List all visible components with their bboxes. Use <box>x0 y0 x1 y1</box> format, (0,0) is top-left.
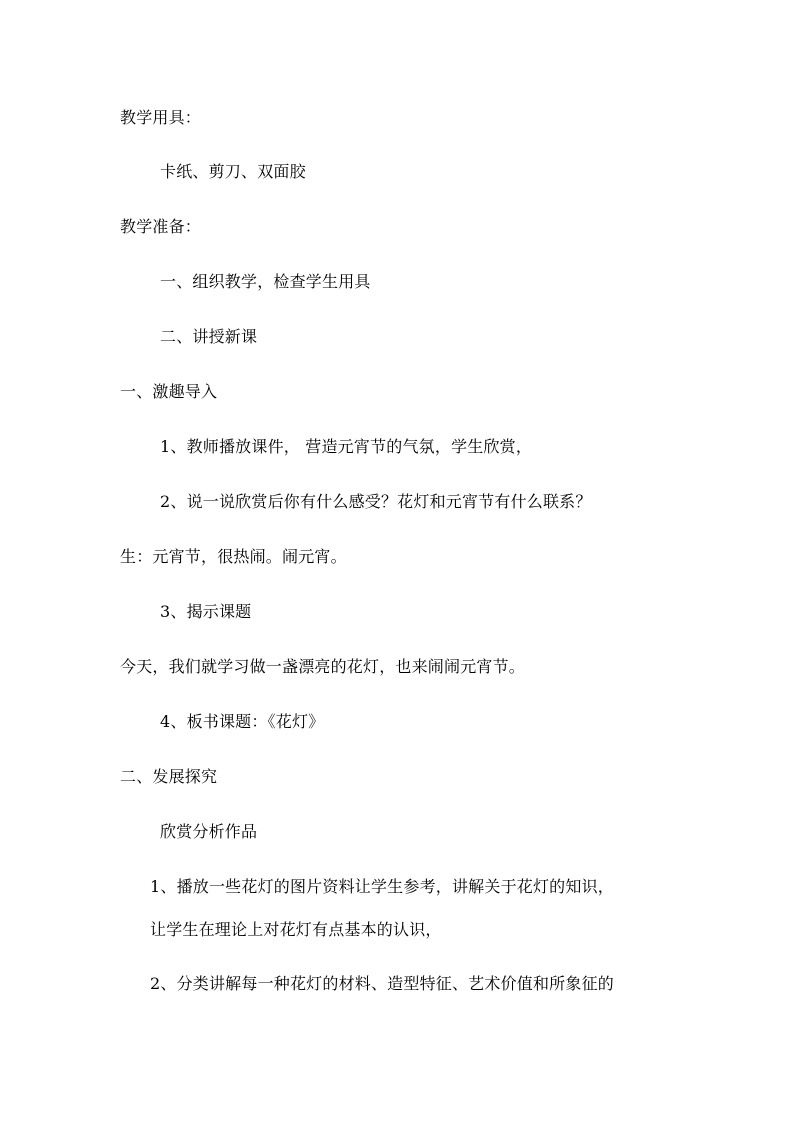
heading-teaching-preparation: 教学准备： <box>120 217 202 236</box>
paragraph-appreciate-works: 欣赏分析作品 <box>160 822 258 841</box>
paragraph-step-2: 2、说一说欣赏后你有什么感受？花灯和元宵节有什么联系？ <box>160 492 592 511</box>
paragraph-tools-list: 卡纸、剪刀、双面胶 <box>160 162 306 181</box>
paragraph-item-1: 1、播放一些花灯的图片资料让学生参考，讲解关于花灯的知识， <box>150 877 614 896</box>
paragraph-today: 今天，我们就学习做一盏漂亮的花灯，也来闹闹元宵节。 <box>120 657 526 676</box>
paragraph-organize-teaching: 一、组织教学，检查学生用具 <box>160 272 371 291</box>
paragraph-item-1-continued: 让学生在理论上对花灯有点基本的认识， <box>150 920 442 939</box>
heading-introduction: 一、激趣导入 <box>120 382 218 401</box>
heading-teaching-tools: 教学用具： <box>120 108 202 127</box>
paragraph-step-1: 1、教师播放课件， 营造元宵节的气氛，学生欣赏， <box>160 437 533 456</box>
paragraph-new-lesson: 二、讲授新课 <box>160 327 258 346</box>
heading-exploration: 二、发展探究 <box>120 767 218 786</box>
paragraph-step-3: 3、揭示课题 <box>160 602 252 621</box>
paragraph-student-answer: 生：元宵节，很热闹。闹元宵。 <box>120 547 347 566</box>
paragraph-item-2: 2、分类讲解每一种花灯的材料、造型特征、艺术价值和所象征的 <box>150 974 614 993</box>
paragraph-step-4: 4、板书课题：《花灯》 <box>160 712 325 731</box>
